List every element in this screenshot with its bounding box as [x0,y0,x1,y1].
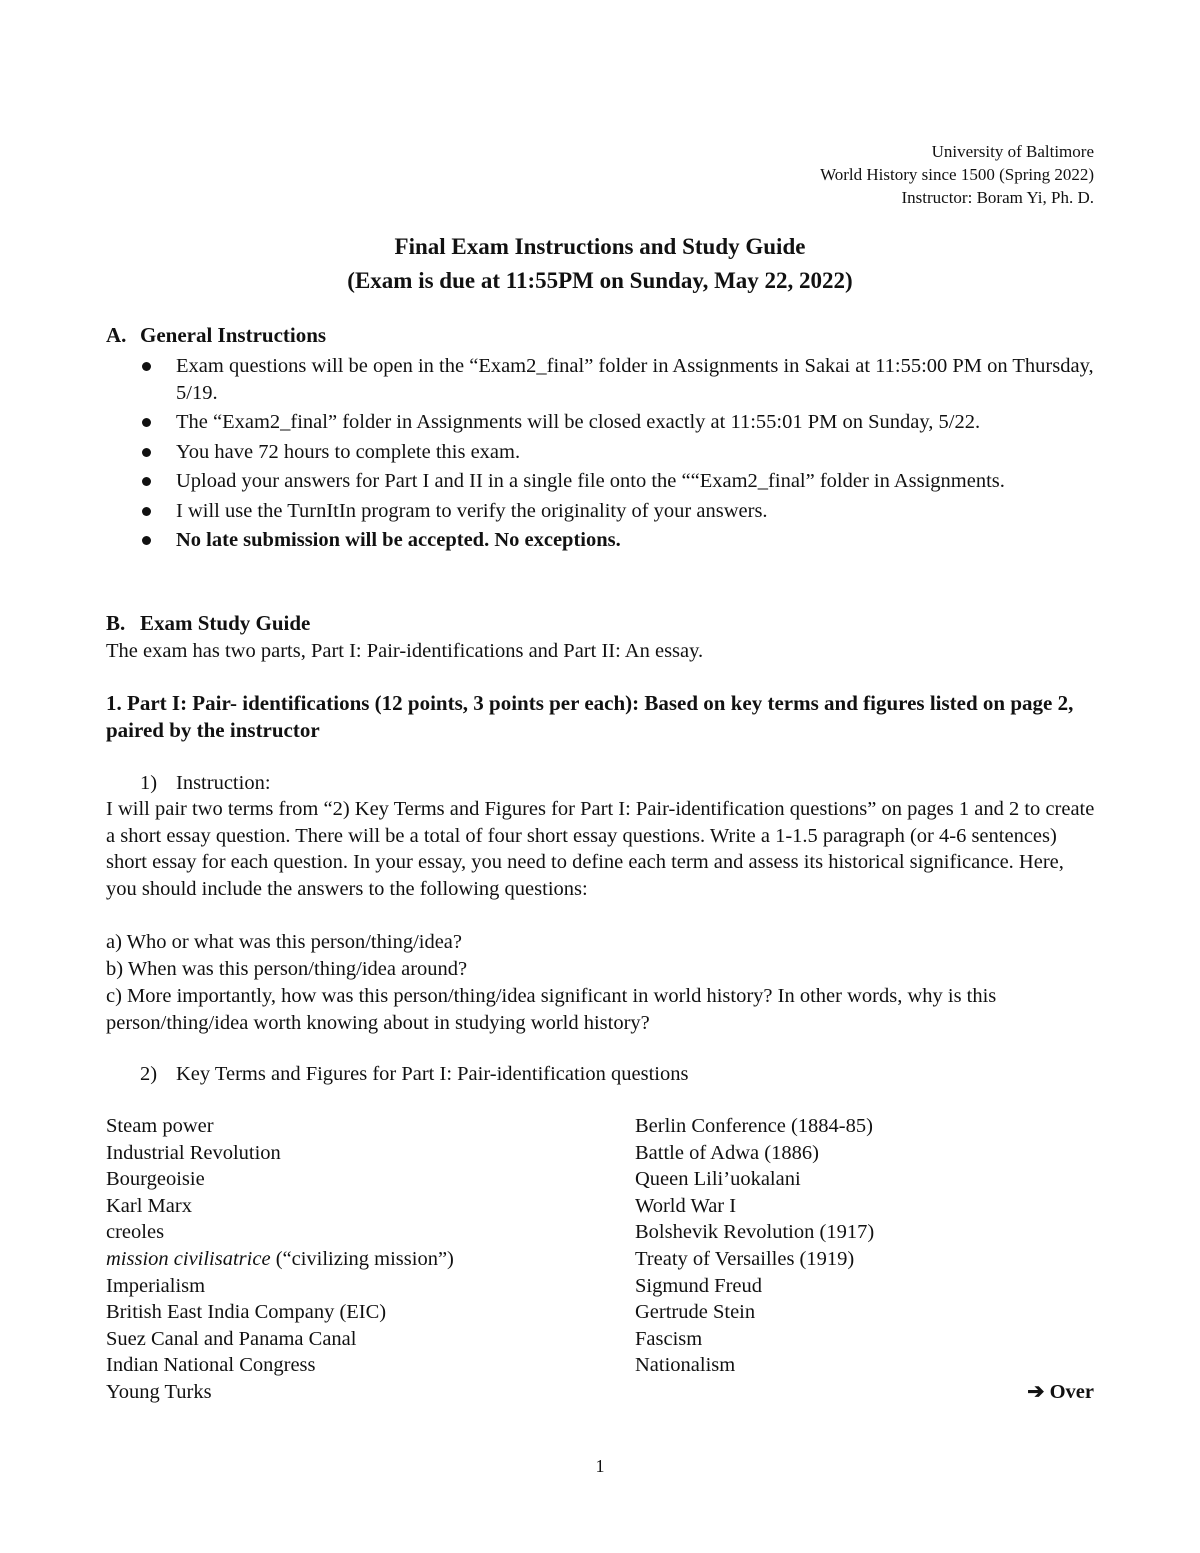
bullet-icon [142,507,151,516]
document-title [0,230,1200,298]
terms-left-column [106,1113,454,1406]
term-item: Steam power [106,1115,214,1137]
term-italic: mission civilisatrice [106,1247,271,1270]
section-b-title: Exam Study Guide [140,611,311,635]
bullet-text: I will use the TurnItIn program to verify the originality of your answers. [176,499,768,522]
course-name: World History since 1500 (Spring 2022) [820,165,1094,184]
term-item: creoles [106,1221,165,1244]
term-item: Indian National Congress [106,1354,316,1377]
term-item: Industrial Revolution [106,1141,281,1164]
item-number: 2) [140,1063,158,1085]
instructor-name: Instructor: Boram Yi, Ph. D. [901,188,1094,207]
list-item [140,409,1100,436]
instruction-item [140,770,271,796]
section-b-letter: B. [106,611,126,635]
arrow-right-icon: ➔ [1027,1381,1045,1403]
term-item: Young Turks [106,1380,212,1403]
over-indicator [1027,1379,1094,1406]
university-name: University of Baltimore [931,142,1094,161]
section-a-heading [106,322,326,349]
bullet-icon [142,418,151,427]
course-header [820,140,1094,209]
term-item: Karl Marx [106,1194,192,1217]
bullet-icon [142,448,151,457]
term-item: Bolshevik Revolution (1917) [635,1221,875,1244]
term-item: Imperialism [106,1274,206,1297]
term-item: Gertrude Stein [635,1301,756,1324]
item-label: Key Terms and Figures for Part I: Pair-identification questions [176,1063,689,1085]
over-label: Over [1049,1381,1094,1403]
bullet-text: Exam questions will be open in the “Exam2_final” folder in Assignments in Sakai at 11:55:00 PM on Thursday, 5/19. [176,355,1094,404]
section-b-heading [106,610,310,637]
bullet-icon [142,362,151,371]
list-item [140,468,1100,495]
term-item: Treaty of Versailles (1919) [635,1247,855,1270]
term-item: Berlin Conference (1884-85) [635,1115,873,1137]
bullet-icon [142,477,151,486]
title-line-2: (Exam is due at 11:55PM on Sunday, May 22, 2022) [347,268,853,293]
term-item: Suez Canal and Panama Canal [106,1327,357,1350]
term-item: Battle of Adwa (1886) [635,1141,819,1164]
section-a-title: General Instructions [140,323,327,347]
part1-heading: 1. Part I: Pair- identifications (12 points, 3 points per each): Based on key terms and figures listed on page 2, paired by the instructor [106,691,1074,742]
term-item: British East India Company (EIC) [106,1301,387,1324]
term-item: World War I [635,1194,737,1217]
term-item: Queen Lili’uokalani [635,1168,801,1191]
question-c: c) More importantly, how was this person/thing/idea significant in world history? In other words, why is this person/thing/idea worth knowing about in studying world history? [106,985,997,1034]
list-item [140,498,1100,525]
term-item: Bourgeoisie [106,1168,205,1191]
item-number: 1) [140,772,158,794]
bullet-text: No late submission will be accepted. No exceptions. [176,529,621,551]
item-label: Instruction: [176,772,271,794]
question-b: b) When was this person/thing/idea around? [106,958,468,980]
general-instructions-list [140,353,1100,557]
page-number: 1 [595,1456,605,1476]
question-a: a) Who or what was this person/thing/idea? [106,931,463,953]
term-item: Nationalism [635,1354,736,1377]
term-item: Sigmund Freud [635,1274,762,1297]
bullet-text: Upload your answers for Part I and II in a single file onto the ““Exam2_final” folder in Assignments. [176,470,1005,492]
section-b-intro: The exam has two parts, Part I: Pair-identifications and Part II: An essay. [106,640,704,662]
bullet-text: You have 72 hours to complete this exam. [176,440,521,463]
key-terms-item [140,1061,688,1087]
term-item [106,1246,454,1273]
instruction-text: I will pair two terms from “2) Key Terms and Figures for Part I: Pair-identification questions” on pages 1 and 2 to create a short essay question. There will be a total of four short essay questions. Write a 1-1.5 paragraph (or 4-6 sentences) short essay for each question. In your essay, you need to define each term and assess its historical significance. Here, you should include the answers to the following questions: [106,798,1095,900]
list-item [140,439,1100,466]
bullet-icon [142,536,151,545]
section-a-letter: A. [106,323,127,347]
terms-right-column [635,1113,874,1379]
title-line-1: Final Exam Instructions and Study Guide [394,234,806,259]
list-item [140,527,1100,554]
bullet-text: The “Exam2_final” folder in Assignments will be closed exactly at 11:55:01 PM on Sunday, 5/22. [176,411,981,433]
term-suffix: (“civilizing mission”) [270,1247,454,1270]
list-item [140,353,1100,406]
term-item: Fascism [635,1327,703,1350]
